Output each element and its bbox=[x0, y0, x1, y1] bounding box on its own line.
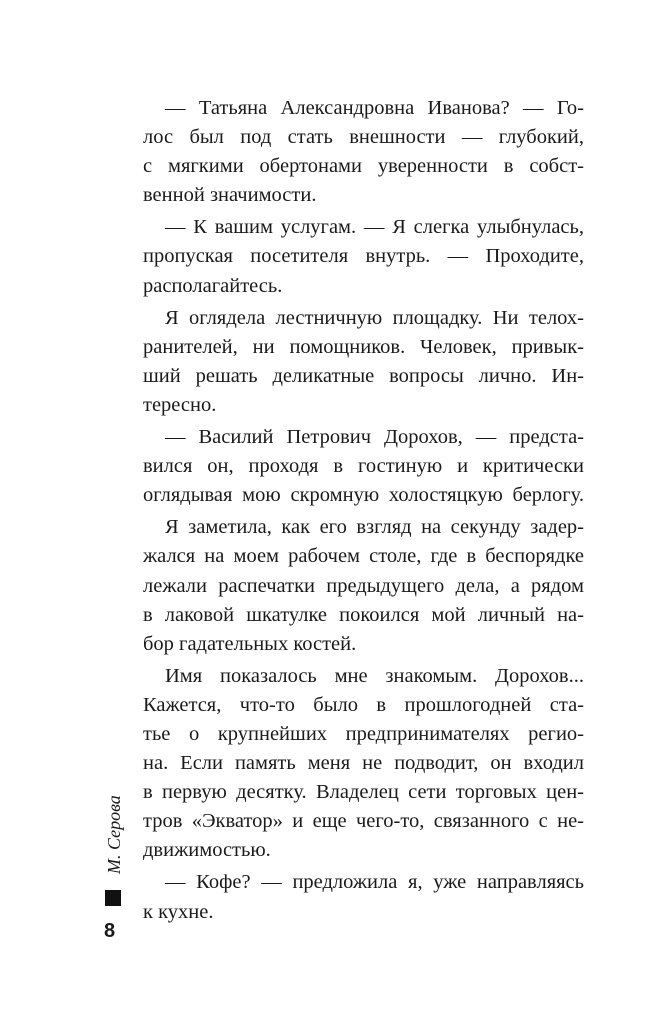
text-line: Кажется, что-то было в прошлогодней ста- bbox=[143, 693, 584, 716]
paragraph bbox=[143, 662, 584, 866]
text-line: движимостью. bbox=[143, 839, 271, 862]
text-line: Имя показалось мне знакомым. Дорохов... bbox=[165, 664, 584, 687]
text-line: Я заметила, как его взгляд на секунду задер- bbox=[165, 516, 584, 539]
text-line: лос был под стать внешности — глубокий, bbox=[143, 126, 584, 149]
text-line: тье о крупнейших предпринимателях регио- bbox=[143, 722, 584, 745]
text-line: жался на моем рабочем столе, где в беспорядке bbox=[143, 545, 584, 568]
text-line: в лаковой шкатулке покоился мой личный на- bbox=[143, 603, 584, 626]
text-line: располагайтесь. bbox=[143, 274, 283, 297]
text-line: в первую десятку. Владелец сети торговых цен- bbox=[143, 781, 584, 804]
author-running-head: М. Серова bbox=[104, 795, 124, 874]
page-number: 8 bbox=[104, 920, 116, 942]
paragraph bbox=[143, 513, 584, 658]
page-marker-square bbox=[105, 890, 121, 906]
paragraph bbox=[143, 213, 584, 300]
text-line: на. Если память меня не подводит, он входил bbox=[143, 752, 584, 775]
text-line: бор гадательных костей. bbox=[143, 632, 357, 655]
paragraph bbox=[143, 868, 584, 926]
text-line: вился он, проходя в гостиную и критически bbox=[143, 455, 584, 478]
paragraph bbox=[143, 423, 584, 510]
text-line: к кухне. bbox=[143, 900, 214, 923]
text-line: пропуская посетителя внутрь. — Проходите, bbox=[143, 245, 584, 268]
text-line: — Татьяна Александровна Иванова? — Го- bbox=[165, 97, 584, 119]
text-line: ший решать деликатные вопросы лично. Ин- bbox=[143, 364, 584, 387]
text-line: — Василий Петрович Дорохов, — предста- bbox=[165, 426, 584, 449]
text-line: — К вашим услугам. — Я слегка улыбнулась, bbox=[165, 216, 584, 239]
text-line: тересно. bbox=[143, 393, 217, 416]
text-line: венной значимости. bbox=[143, 184, 317, 207]
text-line: с мягкими обертонами уверенности в собст- bbox=[143, 155, 584, 178]
text-line: ранителей, ни помощников. Человек, привык- bbox=[143, 335, 584, 358]
text-line: Я оглядела лестничную площадку. Ни телох- bbox=[165, 306, 584, 329]
paragraph bbox=[143, 94, 584, 210]
text-line: лежали распечатки предыдущего дела, а рядом bbox=[143, 574, 584, 597]
text-line: — Кофе? — предложила я, уже направляясь bbox=[165, 871, 584, 894]
book-page-text bbox=[143, 94, 584, 927]
paragraph bbox=[143, 304, 584, 420]
text-line: тров «Экватор» и еще чего-то, связанного с не- bbox=[143, 810, 584, 833]
text-line: оглядывая мою скромную холостяцкую берлогу. bbox=[143, 484, 584, 507]
